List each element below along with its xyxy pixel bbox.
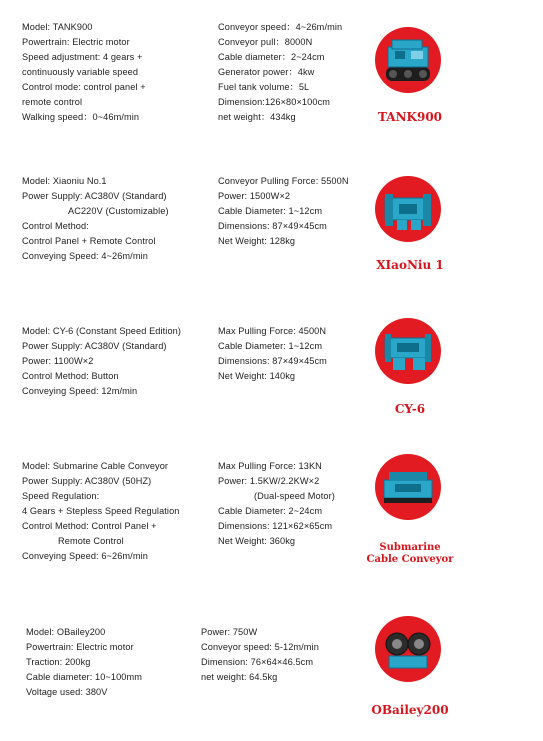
- spec-column-left: [22, 324, 181, 399]
- spec-model: Model: TANK900: [22, 22, 93, 32]
- xiaoniu-machine-image: [375, 176, 441, 242]
- spec-conveyor-pull: Conveyor pull：8000N: [218, 37, 313, 47]
- obailey-machine-image: [375, 616, 441, 682]
- spec-control-method: Control Method:: [22, 221, 89, 231]
- spec-model: Model: OBailey200: [26, 627, 106, 637]
- spec-net-weight: net weight：434kg: [218, 112, 296, 122]
- spec-power-supply: Power Supply: AC380V (Standard): [22, 191, 167, 201]
- spec-power: Power: 1100W×2: [22, 356, 94, 366]
- submarine-machine-image: [375, 454, 441, 520]
- product-section-obailey200: [0, 600, 543, 741]
- spec-cable-diameter: Cable Diameter: 2~24cm: [218, 506, 323, 516]
- spec-net-weight: Net Weight: 360kg: [218, 536, 296, 546]
- spec-control-mode-cont: remote control: [22, 97, 83, 107]
- product-section-tank900: [0, 0, 543, 140]
- product-image-badge: [375, 176, 441, 242]
- spec-control-method: Control Method: Control Panel +: [22, 521, 157, 531]
- spec-column-left: [22, 20, 146, 125]
- product-name: [370, 402, 450, 416]
- product-name-line: TANK900: [377, 110, 443, 124]
- product-name-line: Submarine: [379, 542, 441, 553]
- product-name: [370, 110, 450, 124]
- spec-conveying-speed: Conveying Speed: 12m/min: [22, 386, 138, 396]
- spec-column-right: [218, 20, 342, 125]
- product-name-line: Cable Conveyor: [366, 554, 454, 565]
- product-image-badge: [375, 454, 441, 520]
- spec-cable-diameter: Cable Diameter: 1~12cm: [218, 341, 323, 351]
- product-section-xiaoniu1: [0, 160, 543, 290]
- spec-powertrain: Powertrain: Electric motor: [22, 37, 130, 47]
- spec-power-supply: Power Supply: AC380V (Standard): [22, 341, 167, 351]
- spec-conveying-speed: Conveying Speed: 4~26m/min: [22, 251, 148, 261]
- spec-pulling-force: Conveyor Pulling Force: 5500N: [218, 176, 349, 186]
- product-name-line: OBailey200: [371, 703, 449, 717]
- spec-net-weight: net weight: 64.5kg: [201, 672, 278, 682]
- spec-column-right: [201, 625, 319, 685]
- spec-power-supply: Power Supply: AC380V (50HZ): [22, 476, 152, 486]
- spec-net-weight: Net Weight: 128kg: [218, 236, 296, 246]
- spec-column-right: [218, 174, 349, 249]
- product-name: [370, 258, 450, 272]
- spec-column-right: [218, 459, 335, 549]
- spec-control-method-cont: Control Panel + Remote Control: [22, 236, 156, 246]
- product-section-submarine: [0, 450, 543, 580]
- spec-power: Power: 750W: [201, 627, 258, 637]
- spec-dimension: Dimension: 76×64×46.5cm: [201, 657, 314, 667]
- spec-column-left: [22, 459, 180, 564]
- spec-conveying-speed: Conveying Speed: 6~26m/min: [22, 551, 148, 561]
- spec-cable-diameter: Cable diameter：2~24cm: [218, 52, 325, 62]
- tank-machine-image: [375, 27, 441, 93]
- spec-fuel-tank: Fuel tank volume：5L: [218, 82, 310, 92]
- spec-power: Power: 1.5KW/2.2KW×2: [218, 476, 320, 486]
- spec-column-left: [26, 625, 142, 700]
- spec-conveyor-speed: Conveyor speed：4~26m/min: [218, 22, 343, 32]
- spec-dimensions: Dimensions: 121×62×65cm: [218, 521, 333, 531]
- spec-model: Model: Xiaoniu No.1: [22, 176, 107, 186]
- spec-cable-diameter: Cable diameter: 10~100mm: [26, 672, 143, 682]
- spec-cable-diameter: Cable Diameter: 1~12cm: [218, 206, 323, 216]
- spec-power-supply-alt: AC220V (Customizable): [68, 206, 169, 216]
- spec-traction: Traction: 200kg: [26, 657, 91, 667]
- spec-speed-regulation: Speed Regulation:: [22, 491, 100, 501]
- spec-dimension: Dimension:126×80×100cm: [218, 97, 331, 107]
- spec-power: Power: 1500W×2: [218, 191, 291, 201]
- spec-speed-regulation-cont: 4 Gears + Stepless Speed Regulation: [22, 506, 180, 516]
- product-name: [365, 542, 455, 566]
- product-image-badge: [375, 616, 441, 682]
- spec-dimensions: Dimensions: 87×49×45cm: [218, 356, 327, 366]
- spec-control-mode: Control mode: control panel +: [22, 82, 146, 92]
- spec-dimensions: Dimensions: 87×49×45cm: [218, 221, 327, 231]
- spec-model: Model: CY-6 (Constant Speed Edition): [22, 326, 182, 336]
- cy6-machine-image: [375, 318, 441, 384]
- spec-power-cont: (Dual-speed Motor): [254, 491, 335, 501]
- product-image-badge: [375, 318, 441, 384]
- spec-column-right: [218, 324, 327, 384]
- product-name: [365, 703, 455, 717]
- spec-generator-power: Generator power：4kw: [218, 67, 315, 77]
- product-section-cy6: [0, 310, 543, 430]
- spec-speed-adjustment-cont: continuously variable speed: [22, 67, 139, 77]
- spec-pulling-force: Max Pulling Force: 4500N: [218, 326, 327, 336]
- spec-control-method: Control Method: Button: [22, 371, 119, 381]
- spec-net-weight: Net Weight: 140kg: [218, 371, 296, 381]
- spec-voltage: Voltage used: 380V: [26, 687, 108, 697]
- product-name-line: XIaoNiu 1: [376, 258, 444, 272]
- product-name-line: CY-6: [394, 402, 426, 416]
- spec-conveyor-speed: Conveyor speed: 5-12m/min: [201, 642, 319, 652]
- spec-walking-speed: Walking speed：0~46m/min: [22, 112, 140, 122]
- spec-column-left: [22, 174, 169, 264]
- spec-model: Model: Submarine Cable Conveyor: [22, 461, 169, 471]
- spec-speed-adjustment: Speed adjustment: 4 gears +: [22, 52, 143, 62]
- spec-pulling-force: Max Pulling Force: 13KN: [218, 461, 322, 471]
- product-image-badge: [375, 27, 441, 93]
- spec-powertrain: Powertrain: Electric motor: [26, 642, 134, 652]
- spec-control-method-cont: Remote Control: [58, 536, 124, 546]
